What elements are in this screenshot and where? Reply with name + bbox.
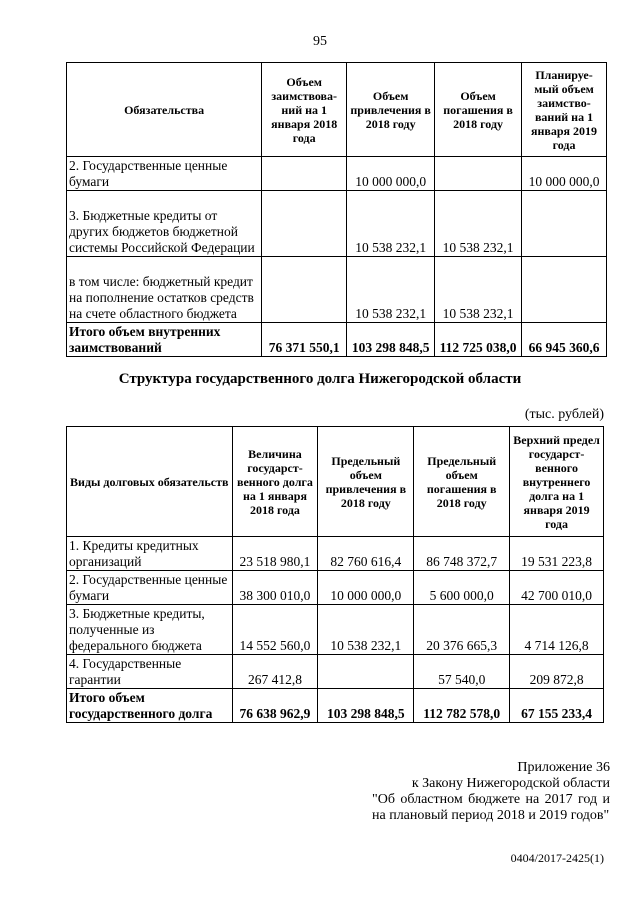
cell [522, 191, 607, 257]
column-header: Объем погашения в 2018 году [435, 63, 522, 157]
appendix-law-name: "Об областном бюджете на 2017 год и на плановый период 2018 и 2019 годов" [372, 792, 610, 823]
cell: 112 725 038,0 [435, 323, 522, 357]
cell: 10 538 232,1 [435, 191, 522, 257]
cell: 57 540,0 [414, 655, 510, 689]
column-header: Объем привлечения в 2018 году [347, 63, 435, 157]
appendix-title: Приложение 36 [517, 760, 610, 775]
column-header: Объем заимствова-ний на 1 января 2018 года [262, 63, 347, 157]
cell: 103 298 848,5 [318, 689, 414, 723]
cell [262, 257, 347, 323]
cell: 38 300 010,0 [232, 571, 318, 605]
column-header: Предельный объем погашения в 2018 году [414, 427, 510, 537]
cell: 10 538 232,1 [435, 257, 522, 323]
row-label: 4. Государственные гарантии [67, 655, 233, 689]
table-row-total [67, 323, 607, 357]
cell: 5 600 000,0 [414, 571, 510, 605]
row-label: в том числе: бюджетный кредит на пополнение остатков средств на счете областного бюджета [67, 257, 262, 323]
cell: 23 518 980,1 [232, 537, 318, 571]
cell: 86 748 372,7 [414, 537, 510, 571]
appendix-block [372, 760, 610, 824]
cell: 103 298 848,5 [347, 323, 435, 357]
column-header: Величина государст-венного долга на 1 января 2018 года [232, 427, 318, 537]
cell: 82 760 616,4 [318, 537, 414, 571]
cell: 14 552 560,0 [232, 605, 318, 655]
row-label: 1. Кредиты кредитных организаций [67, 537, 233, 571]
cell: 20 376 665,3 [414, 605, 510, 655]
cell [262, 191, 347, 257]
cell: 10 000 000,0 [318, 571, 414, 605]
cell: 112 782 578,0 [414, 689, 510, 723]
cell: 10 000 000,0 [347, 157, 435, 191]
table-header-row [67, 427, 604, 537]
cell: 76 371 550,1 [262, 323, 347, 357]
cell: 10 000 000,0 [522, 157, 607, 191]
cell: 42 700 010,0 [510, 571, 604, 605]
row-label: 2. Государственные ценные бумаги [67, 571, 233, 605]
cell [522, 257, 607, 323]
borrowings-table [66, 62, 607, 357]
cell [318, 655, 414, 689]
row-label: 3. Бюджетные кредиты от других бюджетов бюджетной системы Российской Федерации [67, 191, 262, 257]
cell: 67 155 233,4 [510, 689, 604, 723]
cell: 76 638 962,9 [232, 689, 318, 723]
cell: 19 531 223,8 [510, 537, 604, 571]
table-row [67, 655, 604, 689]
document-code: 0404/2017-2425(1) [510, 851, 604, 865]
table-row [67, 157, 607, 191]
table-row [67, 191, 607, 257]
column-header: Верхний предел государст-венного внутреннего долга на 1 января 2019 года [510, 427, 604, 537]
column-header: Виды долговых обязательств [67, 427, 233, 537]
row-label: 2. Государственные ценные бумаги [67, 157, 262, 191]
column-header: Планируе-мый объем заимство-ваний на 1 января 2019 года [522, 63, 607, 157]
cell [262, 157, 347, 191]
state-debt-table [66, 426, 604, 723]
table-row [67, 257, 607, 323]
row-label: Итого объем государственного долга [67, 689, 233, 723]
row-label: 3. Бюджетные кредиты, полученные из федерального бюджета [67, 605, 233, 655]
cell: 209 872,8 [510, 655, 604, 689]
page-number: 95 [313, 34, 327, 49]
units-label: (тыс. рублей) [524, 407, 604, 422]
cell: 10 538 232,1 [347, 257, 435, 323]
cell [435, 157, 522, 191]
table-row [67, 537, 604, 571]
cell: 4 714 126,8 [510, 605, 604, 655]
column-header: Предельный объем привлечения в 2018 году [318, 427, 414, 537]
cell: 10 538 232,1 [347, 191, 435, 257]
section-title: Структура государственного долга Нижегородской области [118, 371, 522, 387]
table-header-row [67, 63, 607, 157]
cell: 66 945 360,6 [522, 323, 607, 357]
cell: 10 538 232,1 [318, 605, 414, 655]
table-row [67, 571, 604, 605]
table-row [67, 605, 604, 655]
appendix-law-ref: к Закону Нижегородской области [411, 776, 610, 791]
table-row-total [67, 689, 604, 723]
column-header: Обязательства [67, 63, 262, 157]
cell: 267 412,8 [232, 655, 318, 689]
row-label: Итого объем внутренних заимствований [67, 323, 262, 357]
